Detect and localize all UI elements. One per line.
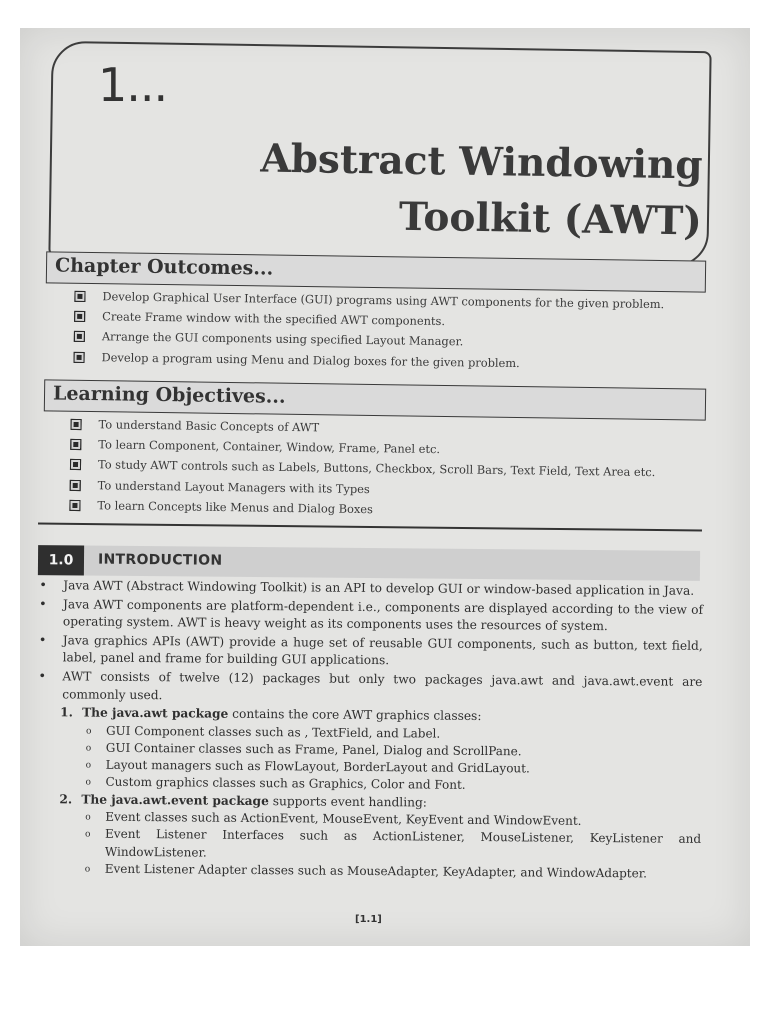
intro-heading-bar [38,545,700,581]
objective-item: To study AWT controls such as Labels, Buttons, Checkbox, Scroll Bars, Text Field, Text Area etc. [70,454,656,482]
outcome-item: Arrange the GUI components using specified Layout Manager. [74,326,664,354]
bullet-paragraph: • AWT consists of twelve (12) packages but only two packages java.awt and java.awt.event are commonly used. [38,669,703,702]
square-bullet-icon [71,419,82,430]
outcome-item: Create Frame window with the specified AWT components. [74,306,664,334]
square-bullet-icon [70,480,81,491]
item-number: 1. [60,705,73,720]
square-bullet-icon [74,291,85,302]
bullet-dot-icon: • [39,596,47,612]
item-number: 2. [59,791,73,806]
outcome-item: Develop Graphical User Interface (GUI) programs using AWT components for the given problem. [74,286,664,314]
square-bullet-icon [69,500,80,511]
package-item: 2. The java.awt.event package supports event handling: [59,791,427,810]
bullet-paragraph: • Java AWT (Abstract Windowing Toolkit) is an API to develop GUI or window-based application in Java. [39,578,695,598]
square-bullet-icon [74,331,85,342]
objectives-list [69,414,656,523]
circle-bullet-icon: o [85,760,92,771]
chapter-title-line2: Toolkit (AWT) [398,193,702,245]
circle-bullet-icon: o [85,743,92,754]
circle-bullet-icon: o [85,726,92,737]
square-bullet-icon [74,351,85,362]
circle-bullet-icon: o [84,864,91,875]
chapter-number: 1... [98,58,168,112]
objective-item: To learn Component, Container, Window, Frame, Panel etc. [70,434,656,462]
circle-bullet-icon: o [85,777,91,788]
sub-item: o GUI Container classes such as Frame, Panel, Dialog and ScrollPane. [85,740,522,759]
chapter-title-line1: Abstract Windowing [259,135,703,189]
bullet-dot-icon: • [39,578,47,594]
outcomes-list [73,286,664,375]
outcome-item: Develop a program using Menu and Dialog boxes for the given problem. [73,346,663,374]
sub-item: o GUI Component classes such as , TextField, and Label. [85,723,441,741]
package-item: 1. The java.awt package contains the core AWT graphics classes: [60,705,482,724]
square-bullet-icon [74,311,85,322]
bullet-dot-icon: • [38,669,47,685]
bullet-dot-icon: • [38,632,47,648]
objective-item: To understand Layout Managers with its Types [70,475,656,503]
package-name: The java.awt package [82,705,229,721]
outcomes-heading: Chapter Outcomes... [54,254,274,280]
sub-item: o Event Listener Interfaces such as ActionListener, MouseListener, KeyListener and WindowListener. [85,827,702,860]
bullet-paragraph: • Java graphics APIs (AWT) provide a huge set of reusable GUI components, such as button, text field, label, panel and frame for building GUI applications. [38,632,703,668]
square-bullet-icon [70,459,81,470]
square-bullet-icon [70,439,81,450]
objective-item: To learn Concepts like Menus and Dialog Boxes [69,495,655,523]
sub-item: o Event classes such as ActionEvent, MouseEvent, KeyEvent and WindowEvent. [85,809,582,829]
circle-bullet-icon: o [85,829,91,840]
section-title: INTRODUCTION [97,551,223,569]
sub-item: o Layout managers such as FlowLayout, BorderLayout and GridLayout. [85,757,530,776]
chapter-title [259,131,703,250]
page-number: [1.1] [355,914,382,925]
section-number: 1.0 [38,545,84,575]
objective-item: To understand Basic Concepts of AWT [70,414,656,442]
intro-body [35,577,704,883]
bullet-paragraph: • Java AWT components are platform-dependent i.e., components are displayed according to the view of operating system. AWT is heavy weight as its components uses the resources of system. [39,596,704,634]
circle-bullet-icon: o [85,812,91,823]
package-name: The java.awt.event package [81,792,269,808]
sub-item: o Event Listener Adapter classes such as MouseAdapter, KeyAdapter, and WindowAdapter. [84,861,648,881]
objectives-heading: Learning Objectives... [52,382,286,408]
sub-item: o Custom graphics classes such as Graphics, Color and Font. [85,775,466,793]
